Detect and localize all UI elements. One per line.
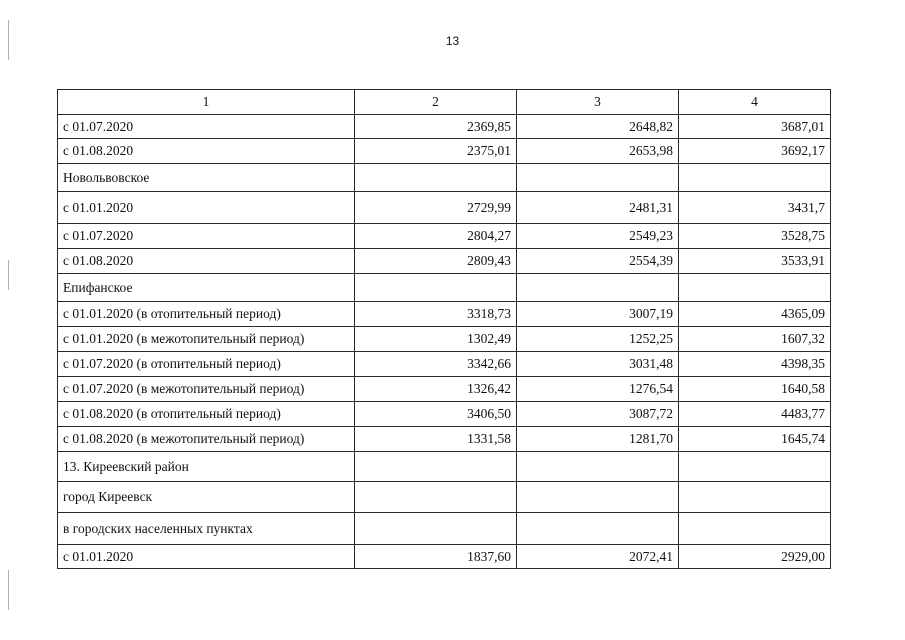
row-label: с 01.01.2020 — [58, 545, 355, 569]
row-label: с 01.08.2020 — [58, 249, 355, 274]
column-header: 3 — [517, 90, 679, 115]
table-row — [58, 377, 831, 402]
tariff-value-cell: 3528,75 — [679, 224, 831, 249]
tariff-value-cell: 2481,31 — [517, 192, 679, 224]
tariff-value-cell — [355, 452, 517, 482]
tariff-value-cell: 1331,58 — [355, 427, 517, 452]
table-row — [58, 249, 831, 274]
tariff-value-cell: 1640,58 — [679, 377, 831, 402]
tariff-value-cell: 1837,60 — [355, 545, 517, 569]
tariff-value-cell: 2648,82 — [517, 115, 679, 139]
row-label: с 01.07.2020 (в межотопительный период) — [58, 377, 355, 402]
tariff-value-cell: 2549,23 — [517, 224, 679, 249]
row-label: Епифанское — [58, 274, 355, 302]
tariff-value-cell — [355, 274, 517, 302]
tariff-value-cell: 3533,91 — [679, 249, 831, 274]
table-row — [58, 513, 831, 545]
table-row — [58, 164, 831, 192]
tariff-value-cell: 1252,25 — [517, 327, 679, 352]
row-label: с 01.08.2020 (в межотопительный период) — [58, 427, 355, 452]
tariff-value-cell: 2554,39 — [517, 249, 679, 274]
tariff-value-cell — [355, 482, 517, 513]
tariff-value-cell — [679, 513, 831, 545]
scan-edge-mark — [8, 20, 9, 60]
tariff-value-cell: 3087,72 — [517, 402, 679, 427]
tariff-value-cell: 3431,7 — [679, 192, 831, 224]
tariff-value-cell: 3007,19 — [517, 302, 679, 327]
table-row — [58, 452, 831, 482]
table-row — [58, 139, 831, 164]
tariff-value-cell: 3687,01 — [679, 115, 831, 139]
tariff-value-cell — [355, 164, 517, 192]
table-row — [58, 115, 831, 139]
row-label: с 01.07.2020 — [58, 224, 355, 249]
table-row — [58, 327, 831, 352]
tariff-value-cell: 4483,77 — [679, 402, 831, 427]
row-label: в городских населенных пунктах — [58, 513, 355, 545]
tariff-value-cell — [517, 513, 679, 545]
tariff-value-cell: 2804,27 — [355, 224, 517, 249]
tariff-value-cell — [679, 274, 831, 302]
row-label: с 01.08.2020 — [58, 139, 355, 164]
table-row — [58, 302, 831, 327]
tariff-table — [57, 89, 831, 569]
row-label: 13. Киреевский район — [58, 452, 355, 482]
tariff-value-cell: 2369,85 — [355, 115, 517, 139]
table-row — [58, 224, 831, 249]
table-row — [58, 274, 831, 302]
table-row — [58, 402, 831, 427]
row-label: с 01.07.2020 — [58, 115, 355, 139]
tariff-value-cell: 4365,09 — [679, 302, 831, 327]
tariff-value-cell: 3318,73 — [355, 302, 517, 327]
tariff-value-cell: 3031,48 — [517, 352, 679, 377]
table-row — [58, 482, 831, 513]
scan-edge-mark — [8, 260, 9, 290]
table-row — [58, 192, 831, 224]
tariff-value-cell — [355, 513, 517, 545]
row-label: с 01.01.2020 (в межотопительный период) — [58, 327, 355, 352]
tariff-value-cell — [517, 452, 679, 482]
tariff-value-cell — [517, 164, 679, 192]
row-label: с 01.01.2020 — [58, 192, 355, 224]
tariff-value-cell: 2729,99 — [355, 192, 517, 224]
tariff-value-cell: 1281,70 — [517, 427, 679, 452]
page-number: 13 — [445, 34, 460, 48]
tariff-value-cell: 3692,17 — [679, 139, 831, 164]
tariff-value-cell: 2653,98 — [517, 139, 679, 164]
tariff-value-cell: 4398,35 — [679, 352, 831, 377]
tariff-value-cell: 1276,54 — [517, 377, 679, 402]
column-header: 4 — [679, 90, 831, 115]
table-row — [58, 427, 831, 452]
row-label: город Киреевск — [58, 482, 355, 513]
tariff-value-cell: 1326,42 — [355, 377, 517, 402]
scan-edge-mark — [8, 570, 9, 610]
tariff-value-cell: 2375,01 — [355, 139, 517, 164]
table-row — [58, 352, 831, 377]
column-header: 1 — [58, 90, 355, 115]
tariff-value-cell — [517, 482, 679, 513]
tariff-value-cell — [679, 452, 831, 482]
tariff-value-cell: 3406,50 — [355, 402, 517, 427]
row-label: Новольвовское — [58, 164, 355, 192]
tariff-value-cell: 1645,74 — [679, 427, 831, 452]
row-label: с 01.01.2020 (в отопительный период) — [58, 302, 355, 327]
tariff-value-cell — [679, 164, 831, 192]
column-header: 2 — [355, 90, 517, 115]
row-label: с 01.07.2020 (в отопительный период) — [58, 352, 355, 377]
tariff-value-cell — [679, 482, 831, 513]
table-header-row — [58, 90, 831, 115]
tariff-value-cell: 2072,41 — [517, 545, 679, 569]
tariff-value-cell: 1302,49 — [355, 327, 517, 352]
row-label: с 01.08.2020 (в отопительный период) — [58, 402, 355, 427]
tariff-value-cell — [517, 274, 679, 302]
table-row — [58, 545, 831, 569]
tariff-value-cell: 1607,32 — [679, 327, 831, 352]
tariff-value-cell: 2929,00 — [679, 545, 831, 569]
tariff-value-cell: 3342,66 — [355, 352, 517, 377]
tariff-value-cell: 2809,43 — [355, 249, 517, 274]
